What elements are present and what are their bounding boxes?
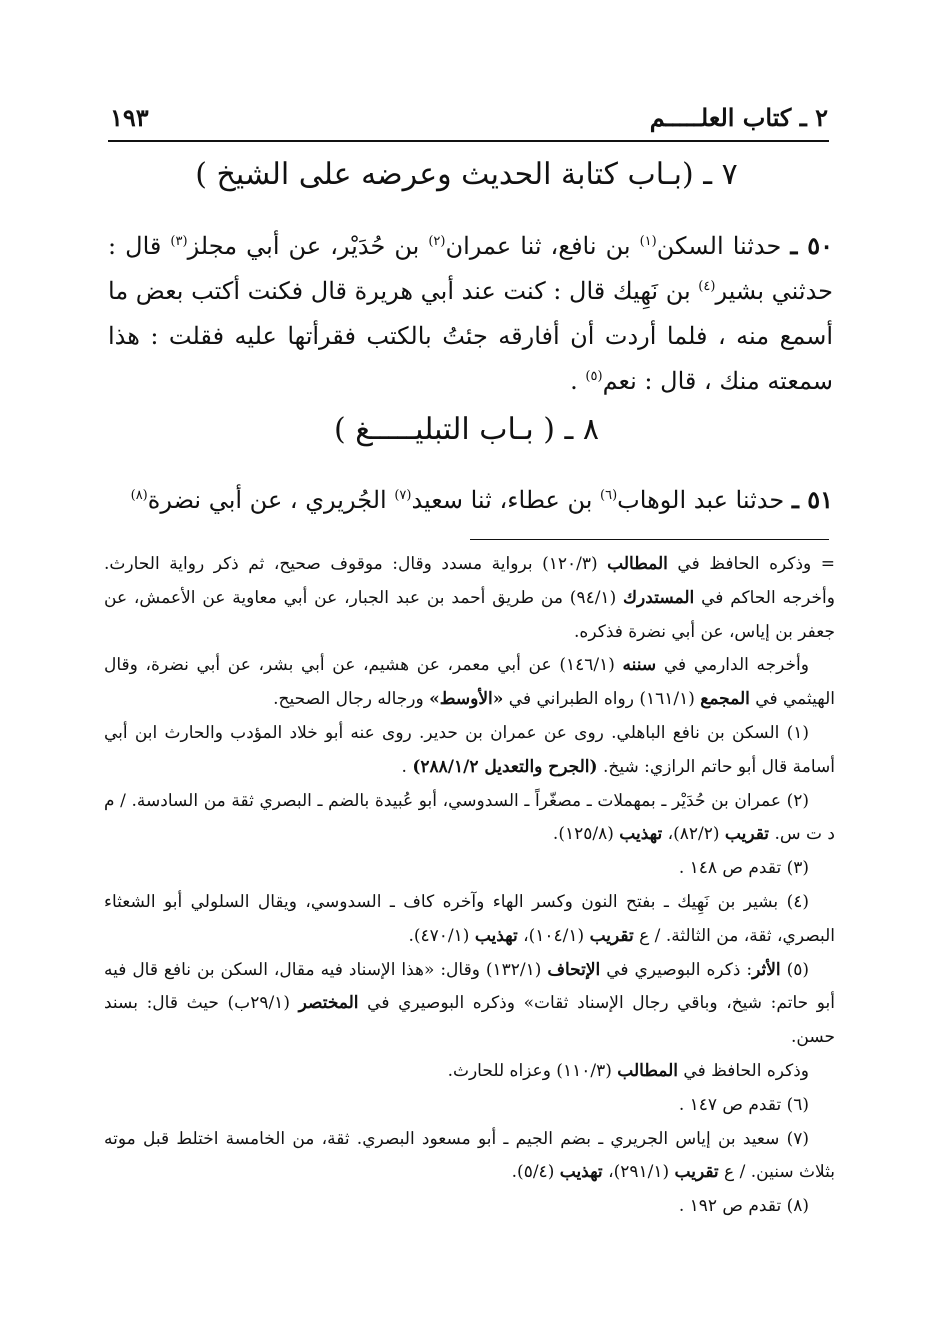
footnote-7: (٧) سعيد بن إياس الجريري ـ بضم الجيم ـ أبو مسعود البصري. ثقة، من الخامسة اختلط قبل موته بثلاث سنين. / ع تقريب (٢٩١/١)، تهذيب (٥/٤). xyxy=(104,1128,835,1183)
hadith-51: ٥١ ـ حدثنا عبد الوهاب$^{(٦)}$ بن عطاء، ثنا سعيد$^{(٧)}$ الجُريري ، عن أبي نضرة$^{(٨)}$ xyxy=(130,485,833,514)
footnote-8: (٨) تقدم ص ١٩٢ . xyxy=(678,1196,809,1217)
footnote-4: (٤) بشير بن نَهِيك ـ بفتح النون وكسر الهاء وآخره كاف ـ السدوسي، ويقال السلولي أبو الشعثاء البصري، ثقة، من الثالثة. / ع تقريب (١٠٤/١)، تهذيب (٤٧٠/١). xyxy=(104,891,835,946)
running-head xyxy=(110,92,828,132)
footnote-ref: (٦) xyxy=(600,488,618,503)
footnote-5-continued: وذكره الحافظ في المطالب (١١٠/٣) وعزاه للحارث. xyxy=(447,1060,809,1081)
footnote-6: (٦) تقدم ص ١٤٧ . xyxy=(678,1094,809,1115)
footnote-ref: (٧) xyxy=(394,488,412,503)
footnote-5: (٥) الأثر: ذكره البوصيري في الإتحاف (١٣٢/١) وقال: «هذا الإسناد فيه مقال، السكن بن نافع قال فيه أبو حاتم: شيخ، وباقي رجال الإسناد ثقات» وذكره البوصيري في المختصر (٢٩/١ب) حيث قال: بسند حسن. xyxy=(104,959,835,1048)
footnote-ref: (٢) xyxy=(428,234,446,249)
header-rule xyxy=(108,140,829,142)
footnote-ref: (٥) xyxy=(585,369,603,384)
footnote-continuation: = وذكره الحافظ في المطالب (١٢٠/٣) برواية مسدد وقال: موقوف صحيح، ثم ذكر رواية الحارث. وأخرجه الحاكم في المستدرك (٩٤/١) من طريق أحمد بن عبد الجبار، عن أبي معاوية عن الأعمش، عن جعفر بن إياس، عن أبي نضرة فذكره. xyxy=(104,554,835,642)
hadith-number: ٥١ ـ xyxy=(791,485,833,514)
footnotes xyxy=(104,548,835,1228)
footnote-3: (٣) تقدم ص ١٤٨ . xyxy=(678,858,809,879)
hadith-number: ٥٠ ـ xyxy=(790,231,834,260)
section-title-8: ٨ ـ ( بـاب التبليـــــغ ) xyxy=(333,412,599,447)
footnote-ref: (١) xyxy=(639,234,657,249)
footnote-ref: (٣) xyxy=(170,234,188,249)
footnote-ref: (٤) xyxy=(698,279,716,294)
hadith-50: ٥٠ ـ حدثنا السكن$^{(١)}$ بن نافع، ثنا عمران$^{(٢)}$ بن حُدَيْر، عن أبي مجلز$^{(٣)}$ قال : حدثني بشير$^{(٤)}$ بن نَهِيك قال : كنت عند أبي هريرة قال فكنت أكتب بعض ما أسمع منه ، فلما أردت أن أفارقه جئتُ بالكتب فقرأتها عليه فقلت : هذا سمعته منك ، قال : نعم$^{(٥)}$ . xyxy=(108,231,834,395)
section-title-7: ٧ ـ (بـاب كتابة الحديث وعرضه على الشيخ ) xyxy=(195,157,738,192)
footnote-ref: (٨) xyxy=(130,488,148,503)
footnote-rule xyxy=(470,539,829,540)
footnote-continuation-2: وأخرجه الدارمي في سننه (١٤٦/١) عن أبي معمر، عن هشيم، عن أبي بشر، عن أبي نضرة، وقال الهيثمي في المجمع (١٦١/١) رواه الطبراني في «الأوسط» ورجاله رجال الصحيح. xyxy=(104,655,835,710)
chapter-title: ٢ ـ كتاب العلـــــم xyxy=(649,103,828,132)
footnote-1: (١) السكن بن نافع الباهلي. روى عن عمران بن حدير. روى عنه أبو خلاد المؤدب والحارث ابن أبي أسامة قال أبو حاتم الرازي: شيخ. (الجرح والتعديل ٢٨٨/١/٢) . xyxy=(104,722,835,777)
footnote-2: (٢) عمران بن حُدَيْر ـ بمهملات ـ مصغّراً ـ السدوسي، أبو عُبيدة بالضم ـ البصري ثقة من السادسة. / م د ت س. تقريب (٨٢/٢)، تهذيب (١٢٥/٨). xyxy=(104,790,835,845)
page-number: ١٩٣ xyxy=(110,103,149,132)
